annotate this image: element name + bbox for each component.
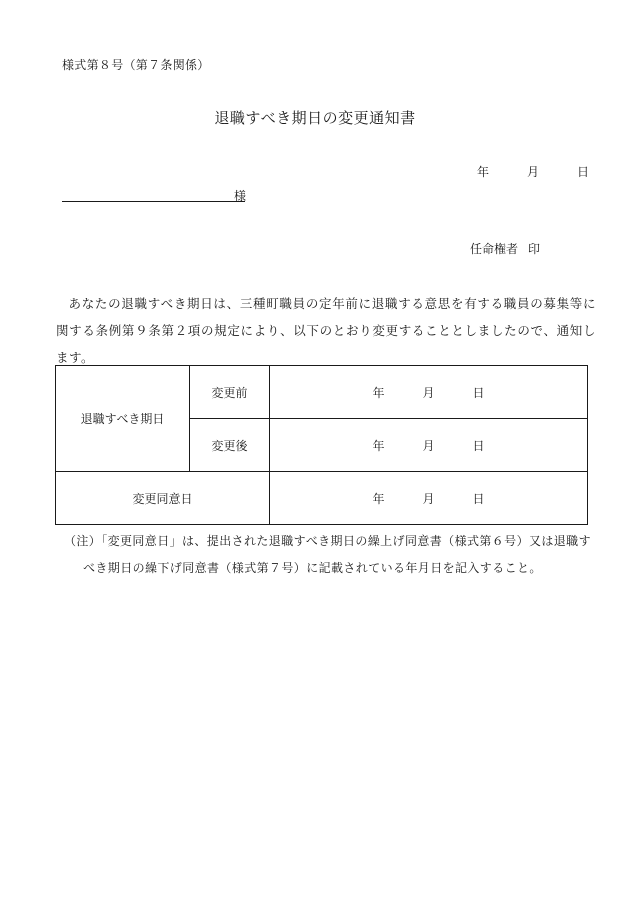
document-title: 退職すべき期日の変更通知書 bbox=[214, 109, 416, 127]
before-change-label-cell: 変更前 bbox=[190, 366, 270, 419]
month-label: 月 bbox=[422, 438, 435, 453]
day-label: 日 bbox=[472, 491, 485, 506]
date-year-label: 年 bbox=[477, 165, 490, 179]
consent-date-label-cell: 変更同意日 bbox=[56, 472, 270, 525]
month-label: 月 bbox=[422, 491, 435, 506]
year-label: 年 bbox=[372, 491, 385, 506]
issuer-block bbox=[470, 240, 540, 257]
table-row bbox=[56, 472, 588, 525]
month-label: 月 bbox=[422, 385, 435, 400]
retirement-date-table bbox=[55, 365, 588, 525]
seal-mark: 印 bbox=[528, 242, 541, 256]
consent-date-cell[interactable] bbox=[270, 472, 588, 525]
form-number: 様式第８号（第７条関係） bbox=[62, 58, 210, 72]
footnote-line-2: べき期日の繰下げ同意書（様式第７号）に記載されている年月日を記入すること。 bbox=[83, 561, 542, 575]
day-label: 日 bbox=[472, 385, 485, 400]
table-row bbox=[56, 366, 588, 419]
after-change-date-cell[interactable] bbox=[270, 419, 588, 472]
date-day-label: 日 bbox=[577, 165, 590, 179]
day-label: 日 bbox=[472, 438, 485, 453]
year-label: 年 bbox=[372, 385, 385, 400]
addressee-honorific: 様 bbox=[234, 189, 247, 203]
retirement-date-header-cell: 退職すべき期日 bbox=[56, 366, 190, 472]
addressee-name-line[interactable] bbox=[62, 201, 245, 202]
footnote bbox=[64, 528, 594, 582]
issuer-label: 任命権者 bbox=[470, 242, 519, 256]
date-month-label: 月 bbox=[527, 165, 540, 179]
notification-body: あなたの退職すべき期日は、三種町職員の定年前に退職する意思を有する職員の募集等に関する条例第９条第２項の規定により、以下のとおり変更することとしましたので、通知します。 bbox=[56, 296, 596, 365]
footnote-line-1: （注）「変更同意日」は、提出された退職すべき期日の繰上げ同意書（様式第６号）又は退職す bbox=[64, 534, 591, 548]
year-label: 年 bbox=[372, 438, 385, 453]
after-change-label-cell: 変更後 bbox=[190, 419, 270, 472]
before-change-date-cell[interactable] bbox=[270, 366, 588, 419]
